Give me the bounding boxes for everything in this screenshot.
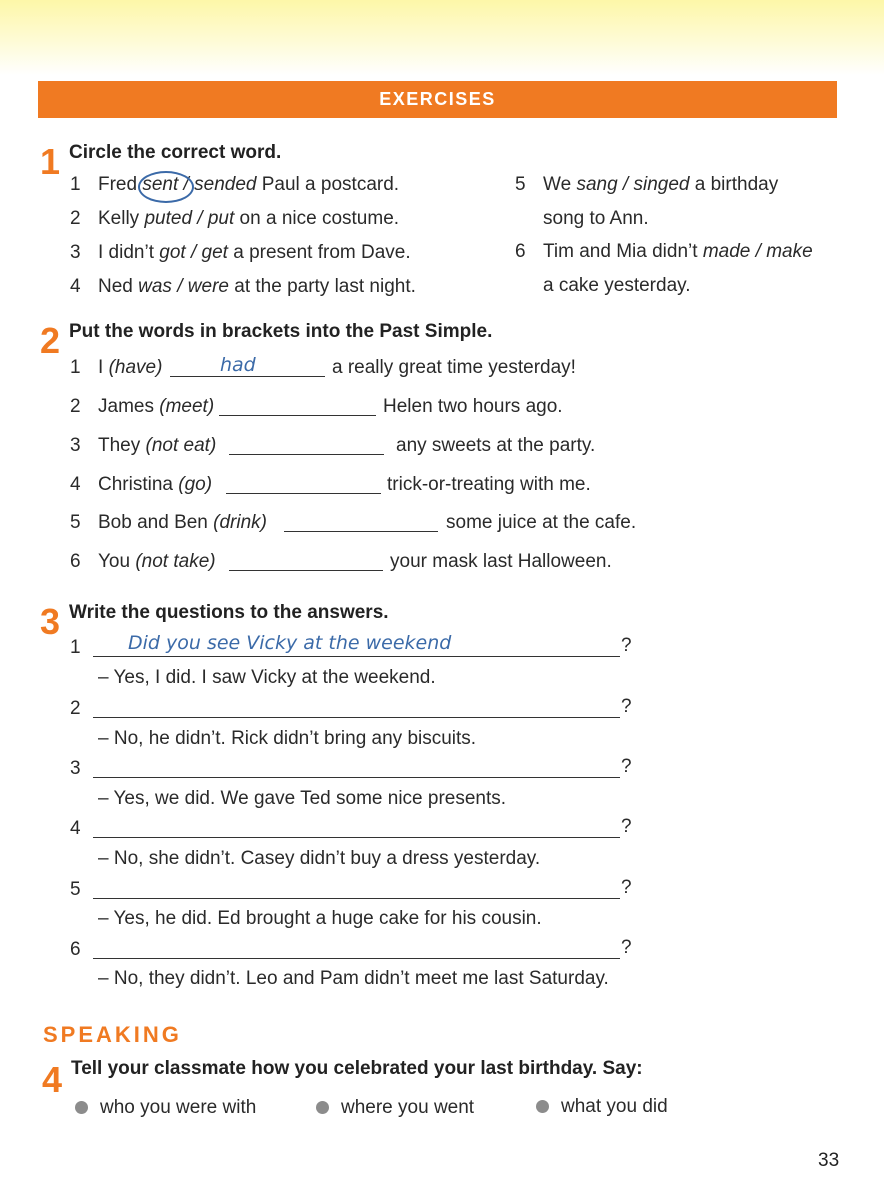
ex2-item-3: 3 They (not eat)	[70, 435, 217, 456]
ex1-item-6: 6 Tim and Mia didn’t made / make	[515, 241, 813, 262]
ex3-handwritten-question-1: Did you see Vicky at the weekend	[128, 632, 452, 654]
ex2-item-1: 1 I (have)	[70, 357, 163, 378]
ex3-item-1-number: 1	[70, 637, 81, 658]
ex3-question-mark-3: ?	[621, 756, 632, 777]
bullet-dot-icon	[316, 1101, 329, 1114]
ex3-question-field-2[interactable]	[93, 697, 620, 718]
ex3-item-3-number: 3	[70, 758, 81, 779]
exercises-banner	[38, 81, 837, 118]
ex1-item-5-option-a[interactable]: sang	[576, 174, 618, 195]
ex1-item-6-option-b[interactable]: make	[766, 241, 813, 262]
ex2-answer-field-2[interactable]	[219, 397, 376, 416]
ex3-item-4-number: 4	[70, 818, 81, 839]
ex2-item-2-rest: Helen two hours ago.	[383, 396, 563, 417]
speaking-bullet-1: who you were with	[75, 1097, 256, 1119]
exercise-1-number: 1	[40, 141, 61, 182]
ex1-item-4-option-b[interactable]: were	[187, 276, 229, 297]
ex3-answer-1: – Yes, I did. I saw Vicky at the weekend.	[98, 667, 436, 688]
ex3-question-mark-4: ?	[621, 816, 632, 837]
exercise-3-heading: Write the questions to the answers.	[69, 602, 389, 623]
ex1-item-5-option-b[interactable]: singed	[633, 174, 690, 195]
ex2-item-1-rest: a really great time yesterday!	[332, 357, 576, 378]
ex2-answer-field-3[interactable]	[229, 436, 384, 455]
ex1-item-6-option-a[interactable]: made	[702, 241, 751, 262]
ex3-answer-2: – No, he didn’t. Rick didn’t bring any biscuits.	[98, 728, 477, 749]
ex1-item-4-option-a[interactable]: was	[138, 276, 172, 297]
page-top-tint	[0, 0, 884, 75]
speaking-bullet-2: where you went	[316, 1097, 474, 1119]
exercise-4-number: 4	[42, 1059, 63, 1100]
answer-circle-mark	[138, 171, 194, 203]
ex3-answer-6: – No, they didn’t. Leo and Pam didn’t meet me last Saturday.	[98, 968, 609, 989]
ex2-item-6-rest: your mask last Halloween.	[390, 551, 612, 572]
ex3-question-mark-1: ?	[621, 635, 632, 656]
ex3-question-field-6[interactable]	[93, 938, 620, 959]
ex1-item-2-option-a[interactable]: puted	[144, 208, 193, 229]
exercise-1-heading: Circle the correct word.	[69, 142, 282, 163]
exercise-4-heading: Tell your classmate how you celebrated your last birthday. Say:	[71, 1058, 643, 1079]
ex2-item-5-rest: some juice at the cafe.	[446, 512, 637, 533]
ex3-item-6-number: 6	[70, 939, 81, 960]
ex3-item-5-number: 5	[70, 879, 81, 900]
speaking-title: SPEAKING	[43, 1022, 182, 1047]
ex2-answer-field-4[interactable]	[226, 475, 381, 494]
ex2-item-4-rest: trick-or-treating with me.	[387, 474, 591, 495]
ex1-item-2: 2 Kelly puted / put on a nice costume.	[70, 208, 400, 229]
bullet-dot-icon	[75, 1101, 88, 1114]
ex1-item-3-option-b[interactable]: get	[201, 242, 228, 263]
ex2-item-4: 4 Christina (go)	[70, 474, 213, 495]
ex1-item-3: 3 I didn’t got / get a present from Dave.	[70, 242, 411, 263]
ex1-item-2-option-b[interactable]: put	[207, 208, 235, 229]
ex2-handwritten-answer-1: had	[220, 354, 256, 376]
ex3-question-field-3[interactable]	[93, 757, 620, 778]
ex2-item-5: 5 Bob and Ben (drink)	[70, 512, 267, 533]
ex1-item-4: 4 Ned was / were at the party last night.	[70, 276, 416, 297]
page-number: 33	[818, 1150, 840, 1171]
ex3-answer-4: – No, she didn’t. Casey didn’t buy a dress yesterday.	[98, 848, 541, 869]
ex2-answer-field-5[interactable]	[284, 513, 438, 532]
exercise-2-number: 2	[40, 320, 61, 361]
ex1-item-6-continuation: a cake yesterday.	[543, 275, 691, 296]
ex1-item-5-continuation: song to Ann.	[543, 208, 649, 229]
ex3-answer-3: – Yes, we did. We gave Ted some nice presents.	[98, 788, 507, 809]
ex1-item-5: 5 We sang / singed a birthday	[515, 174, 779, 195]
ex3-question-field-5[interactable]	[93, 878, 620, 899]
ex1-item-3-option-a[interactable]: got	[159, 242, 186, 263]
ex3-question-mark-5: ?	[621, 877, 632, 898]
ex3-question-field-4[interactable]	[93, 817, 620, 838]
ex3-question-mark-2: ?	[621, 696, 632, 717]
ex3-answer-5: – Yes, he did. Ed brought a huge cake for his cousin.	[98, 908, 542, 929]
ex1-item-1-option-b[interactable]: sended	[194, 174, 257, 195]
ex3-question-mark-6: ?	[621, 937, 632, 958]
exercise-3-number: 3	[40, 601, 61, 642]
ex3-item-2-number: 2	[70, 698, 81, 719]
ex1-item-1-option-a[interactable]: sent	[142, 174, 179, 195]
ex2-item-2: 2 James (meet)	[70, 396, 215, 417]
exercise-2-heading: Put the words in brackets into the Past Simple.	[69, 321, 493, 342]
ex2-answer-field-6[interactable]	[229, 552, 383, 571]
ex1-item-1: 1 Fred sent / sended Paul a postcard.	[70, 174, 400, 195]
bullet-dot-icon	[536, 1100, 549, 1113]
ex2-item-3-rest: any sweets at the party.	[396, 435, 596, 456]
speaking-bullet-3: what you did	[536, 1096, 668, 1118]
ex2-item-6: 6 You (not take)	[70, 551, 216, 572]
banner-title: EXERCISES	[379, 89, 496, 109]
